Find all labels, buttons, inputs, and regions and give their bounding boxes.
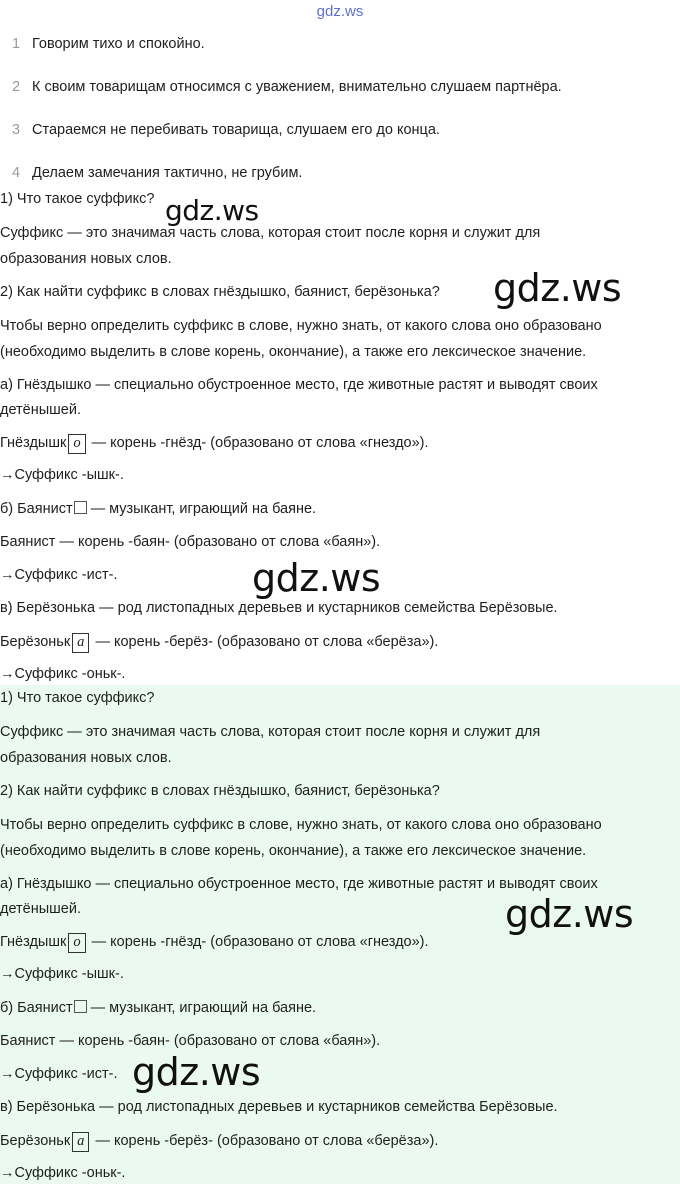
rule-text: К своим товарищам относимся с уважением, внимательно слушаем партнёра. — [32, 79, 562, 95]
item-a-suffix: →Суффикс -ышк-. — [0, 966, 124, 982]
empty-ending-box — [74, 501, 87, 514]
answer-2-line: (необходимо выделить в слове корень, окончание), а также его лексическое значение. — [0, 344, 587, 360]
item-b-root: Баянист — корень -баян- (образовано от слова «баян»). — [0, 534, 381, 550]
watermark: gdz.ws — [252, 556, 381, 600]
item-b-line — [0, 501, 316, 517]
site-watermark: gdz.ws — [316, 3, 364, 20]
question-2: 2) Как найти суффикс в словах гнёздышко, баянист, берёзонька? — [0, 284, 440, 300]
rule-number: 3 — [12, 122, 21, 138]
question-2: 2) Как найти суффикс в словах гнёздышко, баянист, берёзонька? — [0, 783, 440, 799]
parse-text: — корень -берёз- (образовано от слова «берёза»). — [95, 634, 439, 650]
item-a-parse — [0, 434, 429, 454]
item-c-parse — [0, 1132, 438, 1152]
rule-text: Стараемся не перебивать товарища, слушаем его до конца. — [32, 122, 440, 138]
item-c-line: в) Берёзонька — род листопадных деревьев и кустарников семейства Берёзовые. — [0, 1099, 558, 1115]
parse-text: — корень -берёз- (образовано от слова «берёза»). — [95, 1133, 439, 1149]
word-stem: Берёзоньк — [0, 1133, 71, 1149]
item-a-suffix: →Суффикс -ышк-. — [0, 467, 124, 483]
item-a-parse — [0, 933, 429, 953]
answer-1-line: образования новых слов. — [0, 251, 172, 267]
question-1: 1) Что такое суффикс? — [0, 191, 155, 207]
ending-box: а — [72, 1132, 89, 1152]
watermark: gdz.ws — [165, 194, 259, 227]
answer-2-line: (необходимо выделить в слове корень, окончание), а также его лексическое значение. — [0, 843, 587, 859]
parse-text: — корень -гнёзд- (образовано от слова «гнездо»). — [91, 435, 429, 451]
answer-2-line: Чтобы верно определить суффикс в слове, нужно знать, от какого слова оно образовано — [0, 817, 602, 833]
item-a-line: а) Гнёздышко — специально обустроенное место, где животные растят и выводят своих — [0, 377, 598, 393]
item-a-line: а) Гнёздышко — специально обустроенное место, где животные растят и выводят своих — [0, 876, 598, 892]
word-stem: б) Баянист — [0, 501, 73, 517]
item-a-line: детёнышей. — [0, 901, 82, 917]
watermark: gdz.ws — [505, 892, 634, 936]
watermark: gdz.ws — [493, 266, 622, 310]
answer-1-line: Суффикс — это значимая часть слова, которая стоит после корня и служит для — [0, 225, 541, 241]
item-b-suffix: →Суффикс -ист-. — [0, 1066, 118, 1082]
rule-number: 1 — [12, 36, 21, 52]
item-c-line: в) Берёзонька — род листопадных деревьев и кустарников семейства Берёзовые. — [0, 600, 558, 616]
item-c-parse — [0, 633, 438, 653]
watermark: gdz.ws — [132, 1050, 261, 1094]
parse-text: — корень -гнёзд- (образовано от слова «гнездо»). — [91, 934, 429, 950]
question-1: 1) Что такое суффикс? — [0, 690, 155, 706]
ending-box: а — [72, 633, 89, 653]
rule-number: 4 — [12, 165, 21, 181]
item-a-line: детёнышей. — [0, 402, 82, 418]
empty-ending-box — [74, 1000, 87, 1013]
answer-1-line: образования новых слов. — [0, 750, 172, 766]
word-stem: Гнёздышк — [0, 435, 67, 451]
word-stem: б) Баянист — [0, 1000, 73, 1016]
word-stem: Берёзоньк — [0, 634, 71, 650]
answer-2-line: Чтобы верно определить суффикс в слове, нужно знать, от какого слова оно образовано — [0, 318, 602, 334]
parse-text: — музыкант, играющий на баяне. — [90, 501, 317, 517]
rule-text: Делаем замечания тактично, не грубим. — [32, 165, 303, 181]
rule-number: 2 — [12, 79, 21, 95]
answer-1-line: Суффикс — это значимая часть слова, которая стоит после корня и служит для — [0, 724, 541, 740]
parse-text: — музыкант, играющий на баяне. — [90, 1000, 317, 1016]
item-b-suffix: →Суффикс -ист-. — [0, 567, 118, 583]
word-stem: Гнёздышк — [0, 934, 67, 950]
item-c-suffix: →Суффикс -оньк-. — [0, 1165, 126, 1181]
item-c-suffix: →Суффикс -оньк-. — [0, 666, 126, 682]
item-b-root: Баянист — корень -баян- (образовано от слова «баян»). — [0, 1033, 381, 1049]
rule-text: Говорим тихо и спокойно. — [32, 36, 205, 52]
ending-box: о — [68, 434, 85, 454]
item-b-line — [0, 1000, 316, 1016]
ending-box: о — [68, 933, 85, 953]
